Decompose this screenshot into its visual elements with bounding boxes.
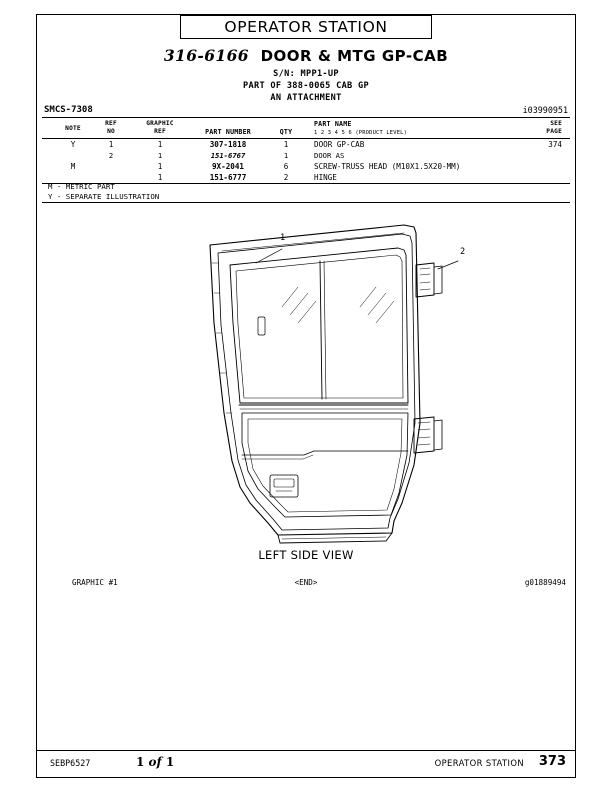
cell-part-number: 151-6767 [210, 151, 246, 160]
footer-section: OPERATOR STATION [434, 758, 524, 768]
footer-page-total: 1 [165, 755, 175, 769]
illustration-area [42, 203, 570, 743]
page-title: OPERATOR STATION [180, 15, 432, 39]
callout-1: 1 [280, 233, 286, 243]
cell-qty: 1 [283, 151, 289, 160]
footer-page-of-word: of [148, 755, 162, 769]
header-block [40, 46, 572, 104]
col-header-ref-no-line1: REF [105, 120, 117, 127]
serial-line: S/N: MPP1-UP [273, 69, 339, 79]
cell-part-name: SCREW-TRUSS HEAD (M10X1.5X20-MM) [314, 162, 461, 171]
assembly-title: DOOR & MTG GP-CAB [260, 47, 449, 65]
image-code: g01889494 [524, 578, 566, 587]
legend-separate-illustration: Y - SEPARATE ILLUSTRATION [48, 192, 160, 201]
cell-qty: 6 [283, 162, 289, 171]
col-header-note: NOTE [65, 125, 81, 132]
smcs-code: SMCS-7308 [44, 105, 93, 115]
cell-note: M [70, 162, 76, 171]
cell-part-name: DOOR GP-CAB [314, 140, 365, 149]
assembly-part-number: 316-6166 [163, 46, 249, 65]
cell-graphic-ref: 1 [157, 140, 163, 149]
cell-see-page: 374 [548, 140, 562, 149]
footer-page-number: 373 [538, 754, 566, 769]
view-label: LEFT SIDE VIEW [258, 548, 354, 562]
legend-metric: M - METRIC PART [48, 182, 115, 191]
cell-part-number: 9X-2041 [211, 162, 244, 171]
col-header-part-number: PART NUMBER [205, 128, 251, 136]
cell-part-name: DOOR AS [314, 151, 345, 160]
col-header-see-page-line1: SEE [550, 120, 562, 127]
cell-qty: 1 [283, 140, 289, 149]
footer-doc-code: SEBP6527 [50, 758, 91, 768]
parts-table [42, 117, 570, 184]
part-of-line: PART OF 388-0065 CAB GP [243, 81, 369, 91]
table-header-row [42, 118, 570, 139]
attachment-line: AN ATTACHMENT [270, 93, 342, 103]
table-row [42, 162, 570, 173]
cell-graphic-ref: 1 [157, 151, 163, 160]
cell-graphic-ref: 1 [157, 162, 163, 171]
table-row [42, 151, 570, 162]
col-header-graphic-ref-line2: REF [154, 128, 166, 135]
cell-part-number: 151-6777 [209, 173, 247, 182]
col-header-product-level: 1 2 3 4 5 6 (PRODUCT LEVEL) [314, 130, 408, 136]
legend-block [42, 181, 570, 203]
cell-qty: 2 [283, 173, 289, 182]
cell-ref-no: 2 [108, 151, 114, 160]
media-id: i03990951 [522, 105, 568, 115]
cell-graphic-ref: 1 [157, 173, 163, 182]
cell-ref-no: 1 [108, 140, 114, 149]
footer-page-of [136, 755, 174, 769]
col-header-see-page-line2: PAGE [546, 128, 562, 135]
cell-part-number: 307-1818 [209, 140, 247, 149]
cell-note: Y [70, 140, 76, 149]
table-body [42, 139, 570, 184]
page-footer [36, 750, 576, 778]
table-row [42, 140, 570, 151]
cell-part-name: HINGE [314, 173, 337, 182]
col-header-qty: QTY [279, 128, 293, 136]
col-header-ref-no-line2: NO [107, 128, 115, 135]
door-assembly-drawing [42, 203, 570, 563]
graphic-id: GRAPHIC #1 [72, 578, 118, 587]
callout-2: 2 [460, 247, 466, 257]
assembly-heading [40, 46, 572, 65]
smcs-row [44, 105, 568, 115]
end-marker: <END> [294, 578, 318, 587]
footer-page-current: 1 [136, 755, 145, 769]
col-header-part-name: PART NAME [314, 120, 352, 128]
col-header-graphic-ref-line1: GRAPHIC [146, 120, 174, 127]
